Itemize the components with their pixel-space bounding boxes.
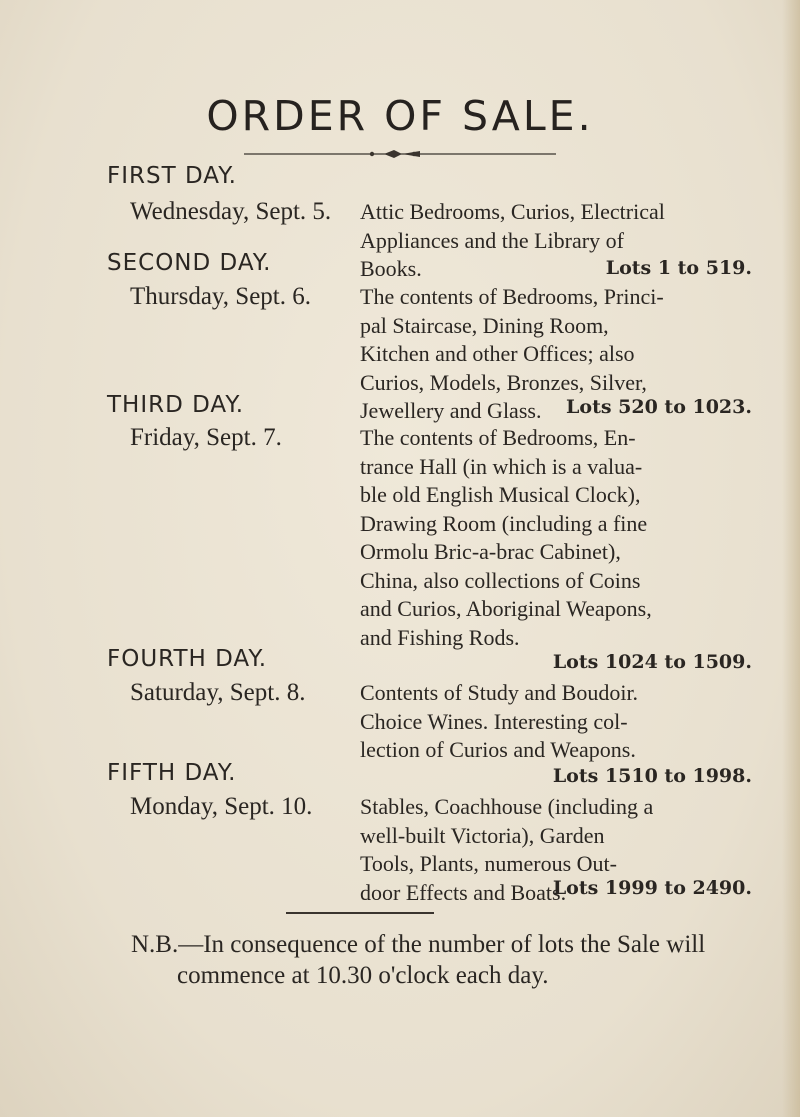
section-divider <box>286 912 434 914</box>
ornament-diamond-icon <box>384 150 402 158</box>
desc-line: Contents of Study and Boudoir. <box>360 680 639 705</box>
lots-range-first: Lots 1 to 519. <box>605 257 752 279</box>
day-date-second: Thursday, Sept. 6. <box>130 283 311 310</box>
day-heading-second: SECOND DAY. <box>107 250 272 276</box>
lots-range-second: Lots 520 to 1023. <box>566 396 752 418</box>
desc-line: door Effects and Boats. <box>360 879 567 905</box>
desc-line: lection of Curios and Weapons. <box>360 737 636 762</box>
desc-line: Jewellery and Glass. <box>360 398 542 423</box>
day-heading-third: THIRD DAY. <box>107 392 245 418</box>
day-date-fifth: Monday, Sept. 10. <box>130 793 313 820</box>
page-title: ORDER OF SALE. <box>206 92 594 140</box>
desc-line: well-built Victoria), Garden <box>360 822 605 848</box>
desc-line: and Curios, Aboriginal Weapons, <box>360 596 652 621</box>
lots-range-fifth: Lots 1999 to 2490. <box>552 877 752 899</box>
desc-line: ble old English Musical Clock), <box>360 482 641 507</box>
day-date-third: Friday, Sept. 7. <box>130 424 282 451</box>
desc-line: Drawing Room (including a fine <box>360 510 648 536</box>
day-description-fourth <box>360 679 752 765</box>
day-date-first: Wednesday, Sept. 5. <box>130 198 332 225</box>
desc-line: and Fishing Rods. <box>360 624 520 650</box>
nb-note-line-2: commence at 10.30 o'clock each day. <box>177 962 549 989</box>
ornamental-rule <box>244 148 556 160</box>
desc-line: trance Hall (in which is a valua- <box>360 453 643 479</box>
desc-line: The contents of Bedrooms, Princi- <box>360 284 664 309</box>
nb-note-line-1: N.B.—In consequence of the number of lots the Sale will <box>131 931 706 958</box>
day-date-fourth: Saturday, Sept. 8. <box>130 679 306 706</box>
desc-line: pal Staircase, Dining Room, <box>360 312 609 338</box>
desc-line: Stables, Coachhouse (including a <box>360 794 654 819</box>
desc-line: Books. <box>360 256 422 281</box>
desc-line: Kitchen and other Offices; also <box>360 341 635 366</box>
desc-line: Appliances and the Library of <box>360 227 624 253</box>
desc-line: Tools, Plants, numerous Out- <box>360 851 617 876</box>
desc-line: Curios, Models, Bronzes, Silver, <box>360 369 647 395</box>
desc-line: Ormolu Bric-a-brac Cabinet), <box>360 539 621 564</box>
day-description-third <box>360 424 752 652</box>
desc-line: The contents of Bedrooms, En- <box>360 425 636 450</box>
day-heading-first: FIRST DAY. <box>107 163 237 189</box>
lots-range-third: Lots 1024 to 1509. <box>552 651 752 673</box>
desc-line: Choice Wines. Interesting col- <box>360 708 628 734</box>
page-edge-shadow <box>782 0 800 1117</box>
lots-range-fourth: Lots 1510 to 1998. <box>552 765 752 787</box>
day-heading-fourth: FOURTH DAY. <box>107 646 268 672</box>
day-heading-fifth: FIFTH DAY. <box>107 760 237 786</box>
desc-line: China, also collections of Coins <box>360 567 641 593</box>
desc-line: Attic Bedrooms, Curios, Electrical <box>360 199 665 224</box>
